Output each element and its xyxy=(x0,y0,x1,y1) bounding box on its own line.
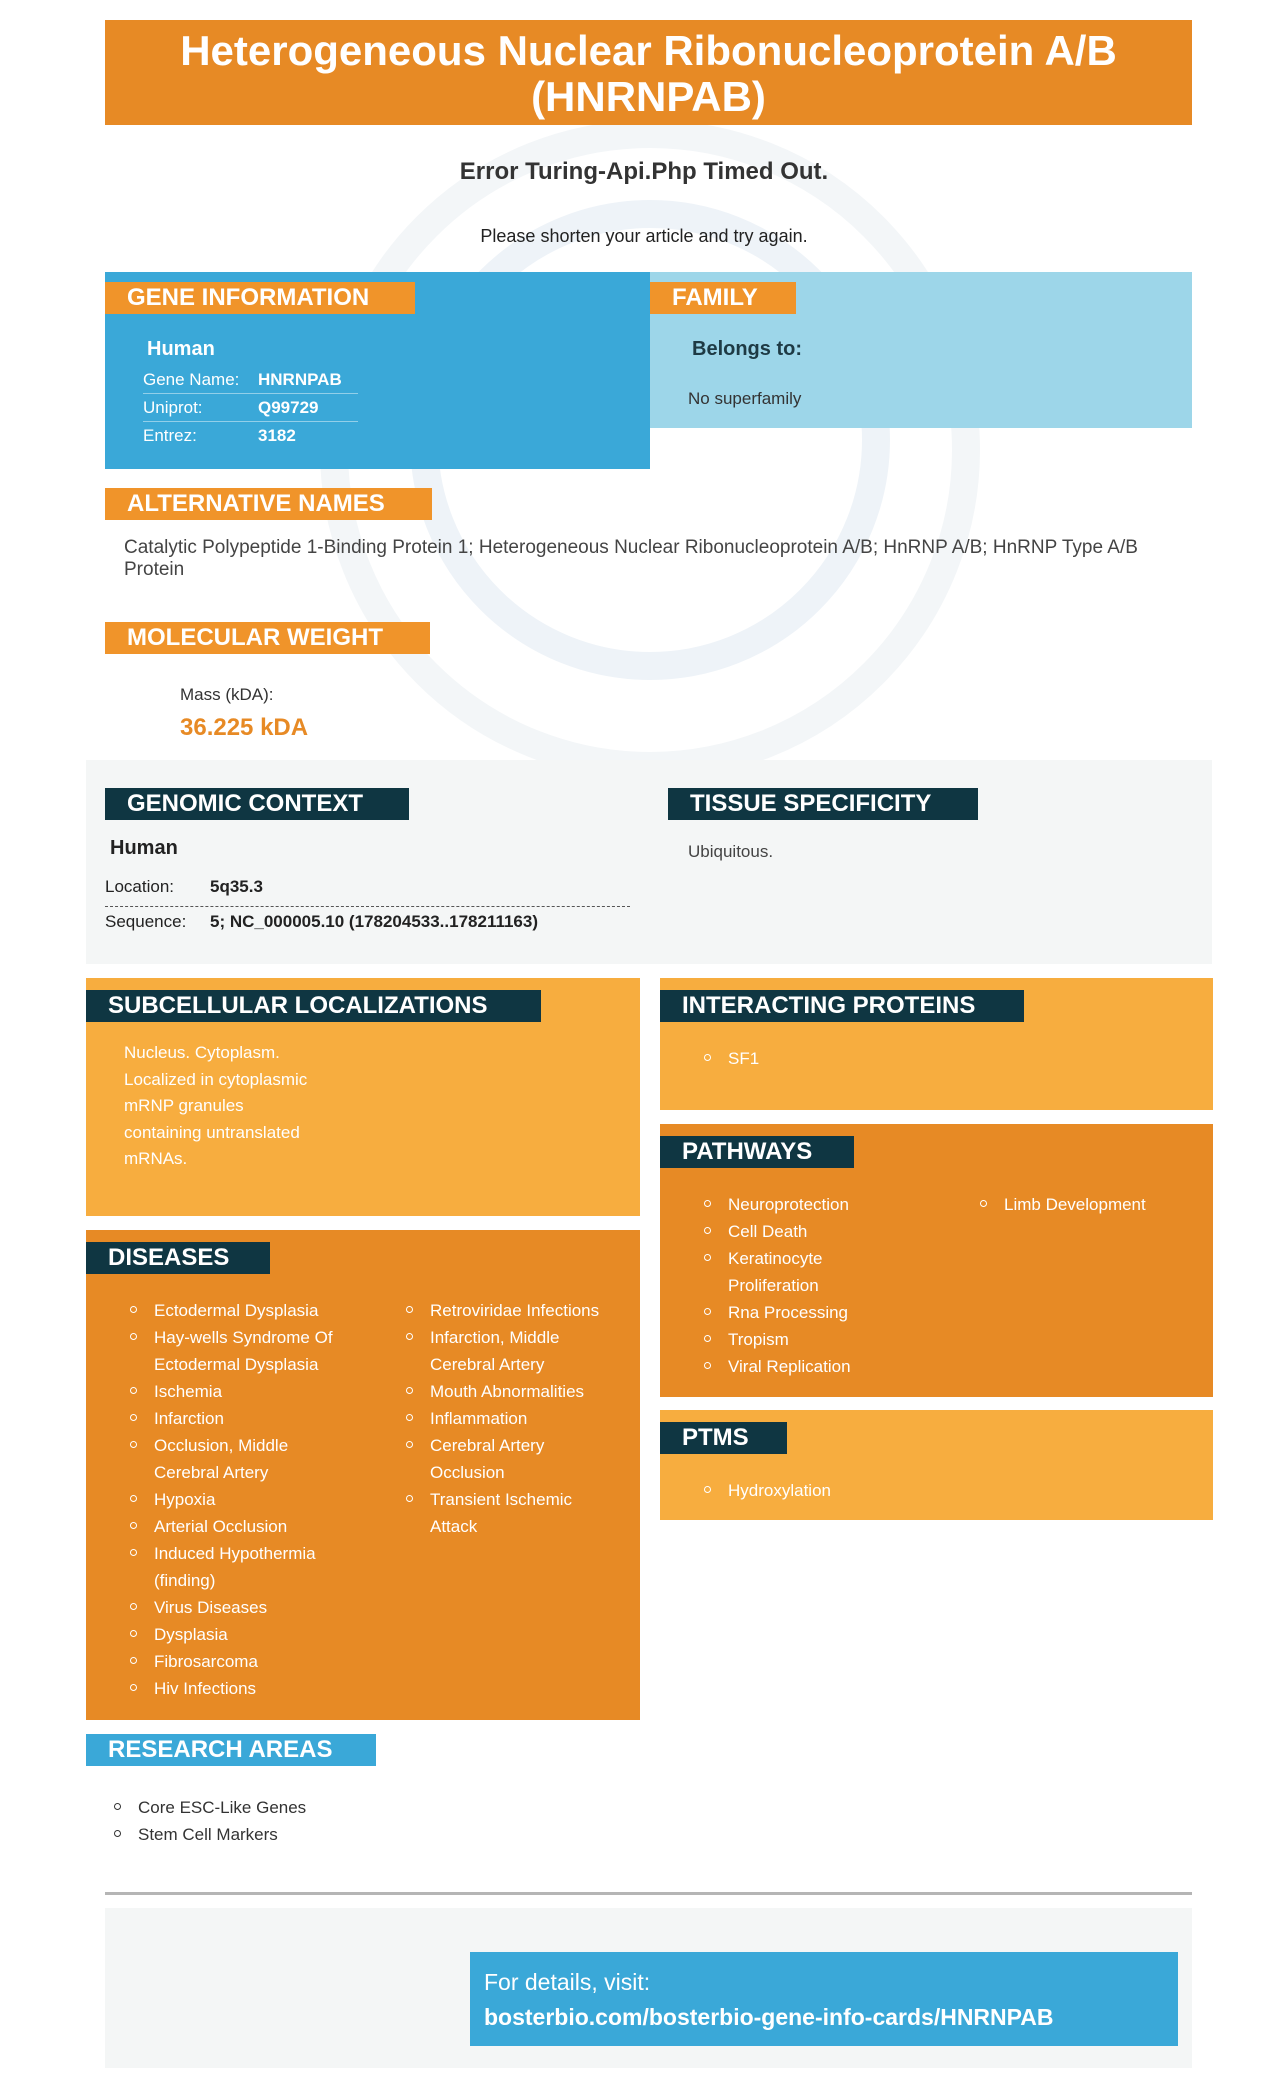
error-title: Error Turing-Api.Php Timed Out. xyxy=(459,158,829,185)
pathways-list-col2 xyxy=(978,1191,1208,1218)
gene-name-value: HNRNPAB xyxy=(258,369,342,389)
gene-info-heading: GENE INFORMATION xyxy=(105,282,415,314)
gene-name-label: Gene Name: xyxy=(143,369,240,389)
list-item: Hypoxia xyxy=(128,1486,343,1513)
location-label: Location: xyxy=(105,877,174,896)
research-areas-heading: RESEARCH AREAS xyxy=(86,1734,376,1766)
molecular-weight-heading: MOLECULAR WEIGHT xyxy=(105,622,430,654)
list-item: Virus Diseases xyxy=(128,1594,343,1621)
list-item: Tropism xyxy=(702,1326,942,1353)
list-item: Infarction xyxy=(128,1405,343,1432)
subcellular-line: mRNP granules xyxy=(124,1096,244,1115)
interacting-proteins-heading: INTERACTING PROTEINS xyxy=(660,990,1024,1022)
list-item: Ischemia xyxy=(128,1378,343,1405)
list-item: Occlusion, Middle Cerebral Artery xyxy=(128,1432,343,1486)
pathways-panel xyxy=(660,1124,1213,1397)
subcellular-line: Localized in cytoplasmic xyxy=(124,1069,308,1089)
list-item: Keratinocyte Proliferation xyxy=(702,1245,898,1299)
list-item: Hay-wells Syndrome Of Ectodermal Dysplasia xyxy=(128,1324,343,1378)
entrez-row xyxy=(143,422,358,449)
list-item: Infarction, Middle Cerebral Artery xyxy=(404,1324,610,1378)
page-title-line2: (HNRNPAB) xyxy=(531,73,766,120)
alternative-names-text: Catalytic Polypeptide 1-Binding Protein 1; Heterogeneous Nuclear Ribonucleoprotein A/B; HnRNP A/B; HnRNP Type A/B Protein xyxy=(124,537,1138,580)
gene-info-panel xyxy=(105,272,650,469)
error-message: Please shorten your article and try again. xyxy=(480,226,808,246)
family-heading: FAMILY xyxy=(650,282,796,314)
subcellular-panel xyxy=(86,978,640,1216)
diseases-panel xyxy=(86,1230,640,1720)
subcellular-line: containing untranslated xyxy=(124,1122,300,1142)
family-value: No superfamily xyxy=(688,389,802,408)
list-item: Stem Cell Markers xyxy=(112,1821,306,1848)
mass-value: 36.225 kDA xyxy=(180,714,309,741)
gene-info-species: Human xyxy=(147,338,215,360)
diseases-heading: DISEASES xyxy=(86,1242,270,1274)
list-item: Fibrosarcoma xyxy=(128,1648,343,1675)
list-item: Core ESC-Like Genes xyxy=(112,1794,306,1821)
list-item: Arterial Occlusion xyxy=(128,1513,343,1540)
page-title xyxy=(105,20,1192,125)
entrez-value: 3182 xyxy=(258,425,296,445)
uniprot-label: Uniprot: xyxy=(143,397,203,417)
list-item: Induced Hypothermia (finding) xyxy=(128,1540,343,1594)
list-item: Limb Development xyxy=(978,1191,1208,1218)
list-item: Retroviridae Infections xyxy=(404,1297,624,1324)
list-item: Neuroprotection xyxy=(702,1191,942,1218)
list-item: Hiv Infections xyxy=(128,1675,343,1702)
uniprot-value: Q99729 xyxy=(258,397,319,417)
gene-info-table xyxy=(143,366,358,449)
list-item: Inflammation xyxy=(404,1405,624,1432)
ptms-panel xyxy=(660,1410,1213,1520)
subcellular-line: mRNAs. xyxy=(124,1149,188,1168)
genomic-context-heading: GENOMIC CONTEXT xyxy=(105,788,409,820)
footer-divider xyxy=(105,1892,1192,1895)
list-item: Transient Ischemic Attack xyxy=(404,1486,600,1540)
list-item: Ectodermal Dysplasia xyxy=(128,1297,343,1324)
page-title-line1: Heterogeneous Nuclear Ribonucleoprotein A/B xyxy=(180,27,1117,74)
location-value: 5q35.3 xyxy=(210,877,263,896)
entrez-label: Entrez: xyxy=(143,425,197,445)
details-link-box[interactable] xyxy=(470,1952,1178,2046)
pathways-list-col1 xyxy=(702,1191,942,1380)
family-belongs-label: Belongs to: xyxy=(692,338,802,360)
list-item: Cerebral Artery Occlusion xyxy=(404,1432,580,1486)
mass-label: Mass (kDA): xyxy=(180,685,274,704)
gene-name-row xyxy=(143,366,358,394)
genomic-species: Human xyxy=(110,837,178,859)
ptms-heading: PTMS xyxy=(660,1422,787,1454)
subcellular-line: Nucleus. Cytoplasm. xyxy=(124,1043,280,1062)
interacting-proteins-list xyxy=(702,1045,759,1072)
interacting-proteins-panel xyxy=(660,978,1213,1110)
research-areas-list xyxy=(112,1794,306,1848)
uniprot-row xyxy=(143,394,358,422)
diseases-list-col1 xyxy=(128,1297,343,1702)
list-item: SF1 xyxy=(702,1045,759,1072)
list-item: Hydroxylation xyxy=(702,1477,831,1504)
list-item: Rna Processing xyxy=(702,1299,942,1326)
list-item: Cell Death xyxy=(702,1218,942,1245)
details-link[interactable]: bosterbio.com/bosterbio-gene-info-cards/HNRNPAB xyxy=(484,2004,1054,2030)
details-label: For details, visit: xyxy=(484,1969,651,1995)
alternative-names-heading: ALTERNATIVE NAMES xyxy=(105,488,432,520)
subcellular-heading: SUBCELLULAR LOCALIZATIONS xyxy=(86,990,541,1022)
list-item: Dysplasia xyxy=(128,1621,343,1648)
tissue-specificity-text: Ubiquitous. xyxy=(688,842,774,861)
diseases-list-col2 xyxy=(404,1297,624,1540)
sequence-value: 5; NC_000005.10 (178204533..178211163) xyxy=(210,912,539,931)
ptms-list xyxy=(702,1477,831,1504)
list-item: Viral Replication xyxy=(702,1353,942,1380)
tissue-specificity-heading: TISSUE SPECIFICITY xyxy=(668,788,978,820)
sequence-label: Sequence: xyxy=(105,912,187,931)
family-panel xyxy=(650,272,1192,428)
pathways-heading: PATHWAYS xyxy=(660,1136,854,1168)
subcellular-text xyxy=(124,1040,307,1173)
list-item: Mouth Abnormalities xyxy=(404,1378,624,1405)
genomic-location-row xyxy=(105,877,630,907)
